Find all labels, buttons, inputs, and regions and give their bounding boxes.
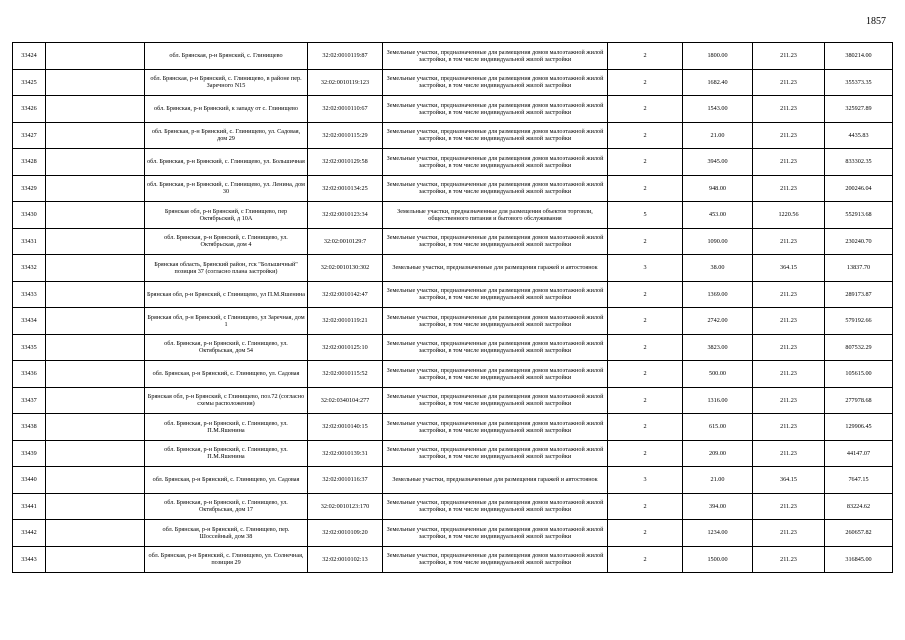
row-number-cell: 33443 bbox=[13, 546, 46, 573]
cadastral-number-cell: 32:02:0010119:87 bbox=[308, 43, 383, 70]
group-cell: 2 bbox=[608, 175, 683, 202]
cadastral-number-cell: 32:02:0010140:15 bbox=[308, 414, 383, 441]
cadastral-cost-cell: 44147.07 bbox=[825, 440, 893, 467]
table-row bbox=[13, 202, 893, 229]
table-row bbox=[13, 122, 893, 149]
rate-cell: 211.23 bbox=[753, 122, 825, 149]
rate-cell: 211.23 bbox=[753, 308, 825, 335]
group-cell: 2 bbox=[608, 149, 683, 176]
area-cell: 500.00 bbox=[683, 361, 753, 388]
land-use-cell: Земельные участки, предназначенные для размещения домов малоэтажной жилой застройки, в том числе индивидуальной жилой застройки bbox=[383, 96, 608, 123]
empty-cell bbox=[46, 361, 145, 388]
cadastral-cost-cell: 552913.68 bbox=[825, 202, 893, 229]
cadastral-number-cell: 32:02:0010123:34 bbox=[308, 202, 383, 229]
address-cell: обл. Брянская, р-н Брянский, с. Глинищево, ул. Садовая, дом 29 bbox=[145, 122, 308, 149]
empty-cell bbox=[46, 122, 145, 149]
table-row bbox=[13, 334, 893, 361]
empty-cell bbox=[46, 308, 145, 335]
row-number-cell: 33432 bbox=[13, 255, 46, 282]
group-cell: 2 bbox=[608, 334, 683, 361]
cadastral-cost-cell: 260657.82 bbox=[825, 520, 893, 547]
empty-cell bbox=[46, 149, 145, 176]
cadastral-cost-cell: 579192.66 bbox=[825, 308, 893, 335]
row-number-cell: 33439 bbox=[13, 440, 46, 467]
area-cell: 1090.00 bbox=[683, 228, 753, 255]
address-cell: обл. Брянская, р-н Брянский, с. Глинищево, ул. П.М.Яшенина bbox=[145, 414, 308, 441]
cadastral-cost-cell: 325927.89 bbox=[825, 96, 893, 123]
row-number-cell: 33431 bbox=[13, 228, 46, 255]
row-number-cell: 33437 bbox=[13, 387, 46, 414]
empty-cell bbox=[46, 387, 145, 414]
cadastral-number-cell: 32:02:0010109:20 bbox=[308, 520, 383, 547]
cadastral-cost-cell: 289173.87 bbox=[825, 281, 893, 308]
row-number-cell: 33427 bbox=[13, 122, 46, 149]
empty-cell bbox=[46, 96, 145, 123]
area-cell: 3823.00 bbox=[683, 334, 753, 361]
address-cell: Брянская обл, р-н Брянский, с Глинищево, поз.72 (согласно схемы расположения) bbox=[145, 387, 308, 414]
area-cell: 1234.00 bbox=[683, 520, 753, 547]
table-row bbox=[13, 308, 893, 335]
cadastral-cost-cell: 13837.70 bbox=[825, 255, 893, 282]
row-number-cell: 33430 bbox=[13, 202, 46, 229]
cadastral-number-cell: 32:02:0010125:10 bbox=[308, 334, 383, 361]
rate-cell: 211.23 bbox=[753, 149, 825, 176]
group-cell: 3 bbox=[608, 255, 683, 282]
page-number: 1857 bbox=[866, 16, 886, 27]
address-cell: обл. Брянская, р-н Брянский, к западу от с. Глинищево bbox=[145, 96, 308, 123]
address-cell: Брянская обл, р-н Брянский, с Глинищево, пер Октябрьский, д 10А bbox=[145, 202, 308, 229]
cadastral-number-cell: 32:02:0010102:13 bbox=[308, 546, 383, 573]
area-cell: 3945.00 bbox=[683, 149, 753, 176]
land-use-cell: Земельные участки, предназначенные для размещения домов малоэтажной жилой застройки, в том числе индивидуальной жилой застройки bbox=[383, 493, 608, 520]
cadastral-number-cell: 32:02:0010129:7 bbox=[308, 228, 383, 255]
row-number-cell: 33436 bbox=[13, 361, 46, 388]
address-cell: обл. Брянская, р-н Брянский, с. Глинищево, ул. Октябрьская, дом 4 bbox=[145, 228, 308, 255]
empty-cell bbox=[46, 467, 145, 494]
land-use-cell: Земельные участки, предназначенные для размещения домов малоэтажной жилой застройки, в том числе индивидуальной жилой застройки bbox=[383, 281, 608, 308]
cadastral-cost-cell: 355373.35 bbox=[825, 69, 893, 96]
land-use-cell: Земельные участки, предназначенные для размещения гаражей и автостоянок bbox=[383, 467, 608, 494]
empty-cell bbox=[46, 334, 145, 361]
cadastral-number-cell: 32:02:0010130:302 bbox=[308, 255, 383, 282]
group-cell: 2 bbox=[608, 69, 683, 96]
rate-cell: 211.23 bbox=[753, 520, 825, 547]
row-number-cell: 33429 bbox=[13, 175, 46, 202]
cadastral-cost-cell: 83224.62 bbox=[825, 493, 893, 520]
area-cell: 1800.00 bbox=[683, 43, 753, 70]
land-use-cell: Земельные участки, предназначенные для размещения домов малоэтажной жилой застройки, в том числе индивидуальной жилой застройки bbox=[383, 414, 608, 441]
cadastral-cost-cell: 277978.68 bbox=[825, 387, 893, 414]
land-use-cell: Земельные участки, предназначенные для размещения домов малоэтажной жилой застройки, в том числе индивидуальной жилой застройки bbox=[383, 69, 608, 96]
cadastral-cost-cell: 105615.00 bbox=[825, 361, 893, 388]
land-use-cell: Земельные участки, предназначенные для размещения объектов торговли, общественного питания и бытового обслуживания bbox=[383, 202, 608, 229]
address-cell: Брянская обл, р-н Брянский, с Глинищево, ул П.М.Яшенина bbox=[145, 281, 308, 308]
cadastral-cost-cell: 230240.70 bbox=[825, 228, 893, 255]
group-cell: 3 bbox=[608, 467, 683, 494]
rate-cell: 211.23 bbox=[753, 228, 825, 255]
table-row bbox=[13, 228, 893, 255]
empty-cell bbox=[46, 493, 145, 520]
area-cell: 21.00 bbox=[683, 122, 753, 149]
land-use-cell: Земельные участки, предназначенные для размещения домов малоэтажной жилой застройки, в том числе индивидуальной жилой застройки bbox=[383, 546, 608, 573]
group-cell: 2 bbox=[608, 43, 683, 70]
rate-cell: 211.23 bbox=[753, 69, 825, 96]
address-cell: обл. Брянская, р-н Брянский, с. Глинищево, ул. Октябрьская, дом 17 bbox=[145, 493, 308, 520]
rate-cell: 211.23 bbox=[753, 440, 825, 467]
cadastral-number-cell: 32:02:0010119:21 bbox=[308, 308, 383, 335]
cadastral-number-cell: 32:02:0010139:31 bbox=[308, 440, 383, 467]
table-row bbox=[13, 255, 893, 282]
empty-cell bbox=[46, 255, 145, 282]
row-number-cell: 33440 bbox=[13, 467, 46, 494]
area-cell: 1682.40 bbox=[683, 69, 753, 96]
rate-cell: 211.23 bbox=[753, 175, 825, 202]
table-body bbox=[13, 43, 893, 573]
address-cell: обл. Брянская, р-н Брянский, с. Глинищево, ул. П.М.Яшенина bbox=[145, 440, 308, 467]
group-cell: 2 bbox=[608, 281, 683, 308]
area-cell: 209.00 bbox=[683, 440, 753, 467]
area-cell: 1543.00 bbox=[683, 96, 753, 123]
group-cell: 2 bbox=[608, 122, 683, 149]
land-use-cell: Земельные участки, предназначенные для размещения домов малоэтажной жилой застройки, в том числе индивидуальной жилой застройки bbox=[383, 308, 608, 335]
land-use-cell: Земельные участки, предназначенные для размещения домов малоэтажной жилой застройки, в том числе индивидуальной жилой застройки bbox=[383, 440, 608, 467]
rate-cell: 211.23 bbox=[753, 361, 825, 388]
row-number-cell: 33424 bbox=[13, 43, 46, 70]
cadastral-number-cell: 32:02:0010123:170 bbox=[308, 493, 383, 520]
row-number-cell: 33426 bbox=[13, 96, 46, 123]
rate-cell: 211.23 bbox=[753, 493, 825, 520]
land-use-cell: Земельные участки, предназначенные для размещения домов малоэтажной жилой застройки, в том числе индивидуальной жилой застройки bbox=[383, 334, 608, 361]
empty-cell bbox=[46, 228, 145, 255]
rate-cell: 211.23 bbox=[753, 334, 825, 361]
rate-cell: 211.23 bbox=[753, 43, 825, 70]
table-row bbox=[13, 387, 893, 414]
rate-cell: 211.23 bbox=[753, 546, 825, 573]
area-cell: 453.00 bbox=[683, 202, 753, 229]
table-row bbox=[13, 149, 893, 176]
address-cell: обл. Брянская, р-н Брянский, с. Глинищево, ул. Ленина, дом 30 bbox=[145, 175, 308, 202]
row-number-cell: 33435 bbox=[13, 334, 46, 361]
land-use-cell: Земельные участки, предназначенные для размещения домов малоэтажной жилой застройки, в том числе индивидуальной жилой застройки bbox=[383, 361, 608, 388]
empty-cell bbox=[46, 281, 145, 308]
cadastral-cost-cell: 380214.00 bbox=[825, 43, 893, 70]
table-row bbox=[13, 361, 893, 388]
group-cell: 2 bbox=[608, 387, 683, 414]
cadastral-number-cell: 32:02:0010129:58 bbox=[308, 149, 383, 176]
empty-cell bbox=[46, 175, 145, 202]
group-cell: 2 bbox=[608, 520, 683, 547]
cadastral-cost-cell: 316845.00 bbox=[825, 546, 893, 573]
table-row bbox=[13, 414, 893, 441]
table-row bbox=[13, 43, 893, 70]
rate-cell: 211.23 bbox=[753, 387, 825, 414]
table-row bbox=[13, 96, 893, 123]
empty-cell bbox=[46, 69, 145, 96]
cadastral-number-cell: 32:02:0010119:123 bbox=[308, 69, 383, 96]
address-cell: Брянская область, Брянский район, гск "Большичный" позиция 37 (согласно плана застройки) bbox=[145, 255, 308, 282]
rate-cell: 211.23 bbox=[753, 414, 825, 441]
address-cell: обл. Брянская, р-н Брянский, с. Глинищево, ул. Большичная bbox=[145, 149, 308, 176]
area-cell: 615.00 bbox=[683, 414, 753, 441]
group-cell: 2 bbox=[608, 361, 683, 388]
address-cell: обл. Брянская, р-н Брянский, с. Глинищево, ул. Садовая bbox=[145, 467, 308, 494]
cadastral-cost-cell: 200246.04 bbox=[825, 175, 893, 202]
row-number-cell: 33433 bbox=[13, 281, 46, 308]
address-cell: обл. Брянская, р-н Брянский, с. Глинищево bbox=[145, 43, 308, 70]
area-cell: 1369.00 bbox=[683, 281, 753, 308]
land-use-cell: Земельные участки, предназначенные для размещения домов малоэтажной жилой застройки, в том числе индивидуальной жилой застройки bbox=[383, 149, 608, 176]
address-cell: Брянская обл, р-н Брянский, с Глинищево, ул Заречная, дом 1 bbox=[145, 308, 308, 335]
empty-cell bbox=[46, 202, 145, 229]
empty-cell bbox=[46, 546, 145, 573]
cadastral-number-cell: 32:02:0010116:37 bbox=[308, 467, 383, 494]
address-cell: обл. Брянская, р-н Брянский, с. Глинищево, ул. Октябрьская, дом 54 bbox=[145, 334, 308, 361]
area-cell: 1500.00 bbox=[683, 546, 753, 573]
group-cell: 2 bbox=[608, 308, 683, 335]
empty-cell bbox=[46, 440, 145, 467]
land-use-cell: Земельные участки, предназначенные для размещения домов малоэтажной жилой застройки, в том числе индивидуальной жилой застройки bbox=[383, 175, 608, 202]
group-cell: 2 bbox=[608, 546, 683, 573]
address-cell: обл. Брянская, р-н Брянский, с. Глинищево, пер. Шоссейный, дом 38 bbox=[145, 520, 308, 547]
address-cell: обл. Брянская, р-н Брянский, с. Глинищево, в районе пер. Заречного N15 bbox=[145, 69, 308, 96]
row-number-cell: 33438 bbox=[13, 414, 46, 441]
group-cell: 2 bbox=[608, 414, 683, 441]
rate-cell: 364.15 bbox=[753, 255, 825, 282]
cadastral-number-cell: 32:02:0340104:277 bbox=[308, 387, 383, 414]
area-cell: 2742.00 bbox=[683, 308, 753, 335]
group-cell: 5 bbox=[608, 202, 683, 229]
area-cell: 1316.00 bbox=[683, 387, 753, 414]
area-cell: 948.00 bbox=[683, 175, 753, 202]
rate-cell: 364.15 bbox=[753, 467, 825, 494]
area-cell: 38.00 bbox=[683, 255, 753, 282]
row-number-cell: 33441 bbox=[13, 493, 46, 520]
table-row bbox=[13, 493, 893, 520]
empty-cell bbox=[46, 520, 145, 547]
land-use-cell: Земельные участки, предназначенные для размещения домов малоэтажной жилой застройки, в том числе индивидуальной жилой застройки bbox=[383, 387, 608, 414]
group-cell: 2 bbox=[608, 96, 683, 123]
empty-cell bbox=[46, 414, 145, 441]
land-use-cell: Земельные участки, предназначенные для размещения домов малоэтажной жилой застройки, в том числе индивидуальной жилой застройки bbox=[383, 43, 608, 70]
rate-cell: 211.23 bbox=[753, 96, 825, 123]
table-row bbox=[13, 546, 893, 573]
cadastral-number-cell: 32:02:0010115:52 bbox=[308, 361, 383, 388]
table-row bbox=[13, 440, 893, 467]
table-row bbox=[13, 467, 893, 494]
group-cell: 2 bbox=[608, 228, 683, 255]
row-number-cell: 33428 bbox=[13, 149, 46, 176]
cadastral-number-cell: 32:02:0010110:67 bbox=[308, 96, 383, 123]
table-row bbox=[13, 520, 893, 547]
rate-cell: 1220.56 bbox=[753, 202, 825, 229]
cadastral-number-cell: 32:02:0010142:47 bbox=[308, 281, 383, 308]
row-number-cell: 33425 bbox=[13, 69, 46, 96]
land-use-cell: Земельные участки, предназначенные для размещения домов малоэтажной жилой застройки, в том числе индивидуальной жилой застройки bbox=[383, 122, 608, 149]
cadastral-cost-cell: 833302.35 bbox=[825, 149, 893, 176]
group-cell: 2 bbox=[608, 493, 683, 520]
table-row bbox=[13, 281, 893, 308]
area-cell: 21.00 bbox=[683, 467, 753, 494]
land-use-cell: Земельные участки, предназначенные для размещения домов малоэтажной жилой застройки, в том числе индивидуальной жилой застройки bbox=[383, 520, 608, 547]
area-cell: 394.00 bbox=[683, 493, 753, 520]
group-cell: 2 bbox=[608, 440, 683, 467]
rate-cell: 211.23 bbox=[753, 281, 825, 308]
cadastral-cost-cell: 7647.15 bbox=[825, 467, 893, 494]
row-number-cell: 33442 bbox=[13, 520, 46, 547]
cadastral-cost-cell: 807532.29 bbox=[825, 334, 893, 361]
land-use-cell: Земельные участки, предназначенные для размещения домов малоэтажной жилой застройки, в том числе индивидуальной жилой застройки bbox=[383, 228, 608, 255]
cadastral-cost-cell: 129906.45 bbox=[825, 414, 893, 441]
cadastral-number-cell: 32:02:0010115:29 bbox=[308, 122, 383, 149]
address-cell: обл. Брянская, р-н Брянский, с. Глинищево, ул. Садовая bbox=[145, 361, 308, 388]
cadastral-number-cell: 32:02:0010134:25 bbox=[308, 175, 383, 202]
empty-cell bbox=[46, 43, 145, 70]
address-cell: обл. Брянская, р-н Брянский, с. Глинищево, ул. Солнечная, позиция 29 bbox=[145, 546, 308, 573]
land-use-cell: Земельные участки, предназначенные для размещения гаражей и автостоянок bbox=[383, 255, 608, 282]
row-number-cell: 33434 bbox=[13, 308, 46, 335]
cadastral-cost-cell: 4435.83 bbox=[825, 122, 893, 149]
table-row bbox=[13, 69, 893, 96]
table-row bbox=[13, 175, 893, 202]
land-registry-table bbox=[12, 42, 893, 573]
